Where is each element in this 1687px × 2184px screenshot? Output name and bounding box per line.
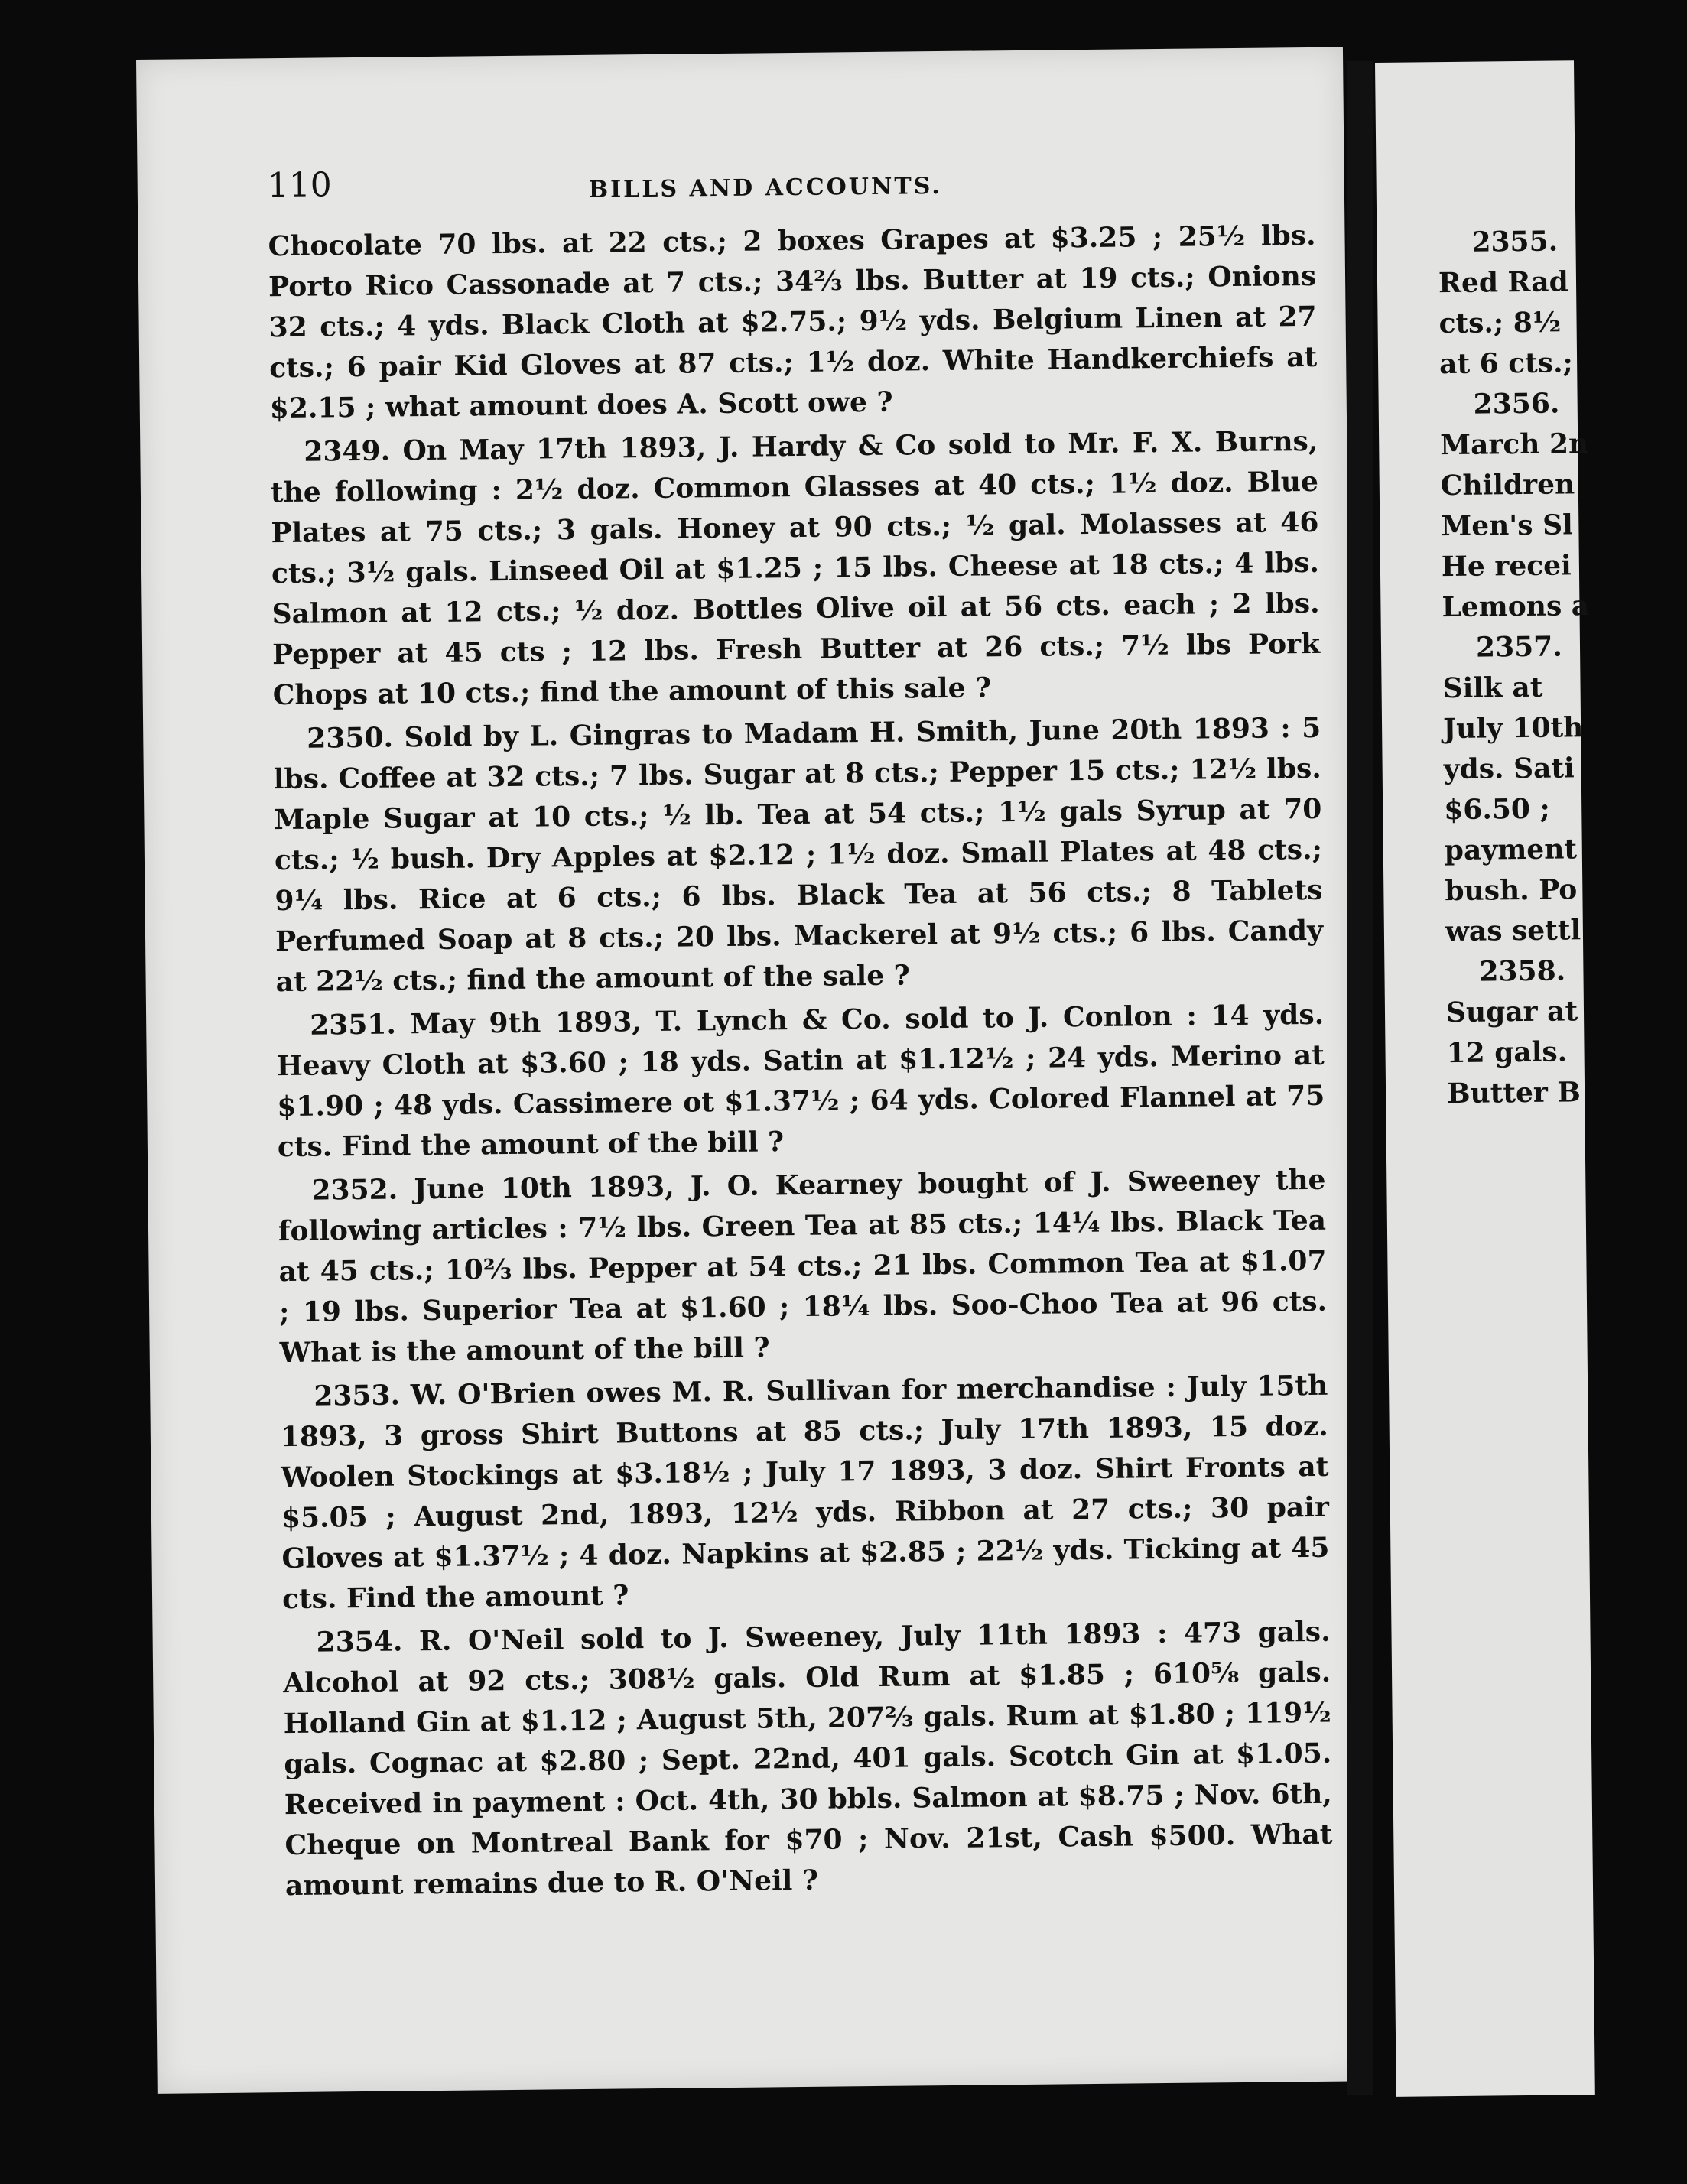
right-page-line: cts.; 8½ [1438,306,1562,340]
problem-paragraph: 2349. On May 17th 1893, J. Hardy & Co sold to Mr. F. X. Burns, the following : 2½ doz. Common Glasses at 40 cts.; 1½ doz. Blue Plates at 75 cts.; 3 gals. Honey at 90 cts.; ½ gal. Molasses at 46 cts.; 3½ gals. Linseed Oil at $1.25 ; 15 lbs. Cheese at 18 cts.; 4 lbs. Salmon at 12 cts.; ½ doz. Bottles Olive oil at 56 cts. each ; 2 lbs. Pepper at 45 cts ; 12 lbs. Fresh Butter at 26 cts.; 7½ lbs Pork Chops at 10 cts.; find the amount of this sale ? [270,424,1321,712]
right-page-line: $6.50 ; [1444,792,1551,827]
right-page [1375,60,1595,2097]
book-gutter [1347,61,1373,2095]
right-page-line: Men's Sl [1441,509,1573,543]
right-page-line: at 6 cts.; [1438,346,1574,381]
right-page-line: payment [1444,833,1578,867]
problem-paragraph: 2351. May 9th 1893, T. Lynch & Co. sold to J. Conlon : 14 yds. Heavy Cloth at $3.60 ; 18 yds. Satin at $1.12½ ; 24 yds. Merino at $1.90 ; 48 yds. Cassimere ot $1.37½ ; 64 yds. Colored Flannel at 75 cts. Find the amount of the bill ? [276,998,1325,1164]
page-number: 110 [267,165,332,206]
problem-paragraph: 2350. Sold by L. Gingras to Madam H. Smith, June 20th 1893 : 5 lbs. Coffee at 32 cts.; 7 lbs. Sugar at 8 cts.; Pepper 15 cts.; 12½ lbs. Maple Sugar at 10 cts.; ½ lb. Tea at 54 cts.; 1½ gals Syrup at 70 cts.; ½ bush. Dry Apples at $2.12 ; 1½ doz. Small Plates at 48 cts.; 9¼ lbs. Rice at 6 cts.; 6 lbs. Black Tea at 56 cts.; 8 Tablets Perfumed Soap at 8 cts.; 20 lbs. Mackerel at 9½ cts.; 6 lbs. Candy at 22½ cts.; find the amount of the sale ? [273,711,1324,999]
right-page-line: bush. Po [1445,873,1578,908]
right-page-line: 2355. [1471,225,1559,258]
right-page-line: 2358. [1479,954,1566,988]
right-page-line: July 10th [1442,711,1584,746]
problem-paragraph: 2352. June 10th 1893, J. O. Kearney bought of J. Sweeney the following articles : 7½ lbs. Green Tea at 85 cts.; 14¼ lbs. Black Tea at 45 cts.; 10⅔ lbs. Pepper at 54 cts.; 21 lbs. Common Tea at $1.07 ; 19 lbs. Superior Tea at $1.60 ; 18¼ lbs. Soo-Choo Tea at 96 cts. What is the amount of the bill ? [278,1163,1328,1370]
right-page-line: March 2n [1440,427,1589,462]
right-page-line: Silk at [1442,671,1543,705]
right-page-line: Butter B [1446,1076,1581,1110]
right-page-line: Children [1440,468,1575,502]
right-page-line: yds. Sati [1443,752,1575,786]
right-page-line: He recei [1441,549,1572,583]
right-page-line: 2357. [1475,630,1562,664]
left-page [136,47,1364,2093]
problem-paragraph: Chocolate 70 lbs. at 22 cts.; 2 boxes Grapes at $3.25 ; 25½ lbs. Porto Rico Cassonade at 7 cts.; 34⅔ lbs. Butter at 19 cts.; Onions 32 cts.; 4 yds. Black Cloth at $2.75.; 9½ yds. Belgium Linen at 27 cts.; 6 pair Kid Gloves at 87 cts.; 1½ doz. White Handkerchiefs at $2.15 ; what amount does A. Scott owe ? [268,219,1318,425]
right-page-content [1438,220,1676,1114]
page-content [267,154,1333,1909]
right-page-line: was settl [1445,914,1581,948]
page-header [267,154,1315,219]
problem-paragraph: 2353. W. O'Brien owes M. R. Sullivan for merchandise : July 15th 1893, 3 gross Shirt Buttons at 85 cts.; July 17th 1893, 15 doz. Woolen Stockings at $3.18½ ; July 17 1893, 3 doz. Shirt Fronts at $5.05 ; August 2nd, 1893, 12½ yds. Ribbon at 27 cts.; 30 pair Gloves at $1.37½ ; 4 doz. Napkins at $2.85 ; 22½ yds. Ticking at 45 cts. Find the amount ? [280,1369,1330,1616]
running-head: BILLS AND ACCOUNTS. [588,172,942,203]
right-page-line: Sugar at [1445,995,1578,1029]
problem-paragraph: 2354. R. O'Neil sold to J. Sweeney, July 11th 1893 : 473 gals. Alcohol at 92 cts.; 308½ gals. Old Rum at $1.85 ; 610⅝ gals. Holland Gin at $1.12 ; August 5th, 207⅔ gals. Rum at $1.80 ; 119½ gals. Cognac at $2.80 ; Sept. 22nd, 401 gals. Scotch Gin at $1.05. Received in payment : Oct. 4th, 30 bbls. Salmon at $8.75 ; Nov. 6th, Cheque on Montreal Bank for $70 ; Nov. 21st, Cash $500. What amount remains due to R. O'Neil ? [283,1615,1333,1903]
right-page-line: 12 gals. [1446,1035,1568,1070]
right-page-line: Red Rad [1438,265,1569,300]
right-page-line: 2356. [1473,387,1560,421]
right-page-line: Lemons a [1442,590,1590,624]
